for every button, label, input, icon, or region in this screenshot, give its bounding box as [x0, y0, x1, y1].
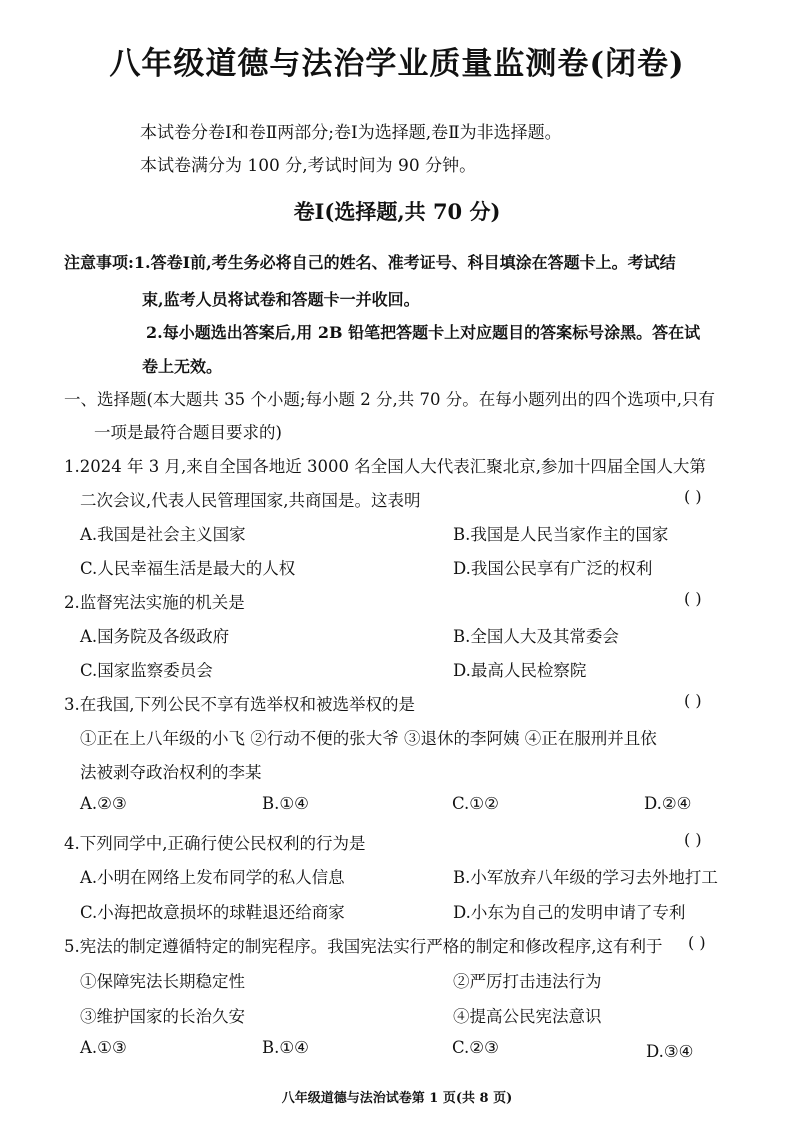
q2-option-a: A.国务院及各级政府 — [80, 627, 230, 646]
q3-items-line-1: ①正在上八年级的小飞 ②行动不便的张大爷 ③退休的李阿姨 ④正在服刑并且依 — [80, 729, 657, 748]
note-1-line-1: 注意事项:1.答卷Ⅰ前,考生务必将自己的姓名、准考证号、科目填涂在答题卡上。考试结 — [64, 253, 676, 272]
q1-option-a: A.我国是社会主义国家 — [80, 525, 246, 544]
q3-option-a: A.②③ — [80, 794, 127, 813]
intro-line-1: 本试卷分卷Ⅰ和卷Ⅱ两部分;卷Ⅰ为选择题,卷Ⅱ为非选择题。 — [140, 123, 562, 143]
q1-option-c: C.人民幸福生活是最大的人权 — [80, 559, 296, 578]
q2-option-d: D.最高人民检察院 — [453, 661, 587, 680]
note-2-line-2: 卷上无效。 — [142, 357, 223, 376]
q2-stem: 2.监督宪法实施的机关是 — [64, 593, 245, 612]
q3-stem: 3.在我国,下列公民不享有选举权和被选举权的是 — [64, 695, 415, 714]
q1-option-d: D.我国公民享有广泛的权利 — [453, 559, 653, 578]
q4-answer-paren: ( ) — [684, 830, 702, 849]
note-2-line-1: 2.每小题选出答案后,用 2B 铅笔把答题卡上对应题目的答案标号涂黑。答在试 — [146, 323, 701, 342]
q5-item-3: ③维护国家的长治久安 — [80, 1007, 245, 1026]
q3-option-d: D.②④ — [644, 794, 692, 813]
q5-answer-paren: ( ) — [688, 933, 706, 952]
q2-option-c: C.国家监察委员会 — [80, 661, 213, 680]
part1-instructions-line-1: 一、选择题(本大题共 35 个小题;每小题 2 分,共 70 分。在每小题列出的四个选项中,只有 — [64, 390, 715, 409]
q5-stem: 5.宪法的制定遵循特定的制宪程序。我国宪法实行严格的制定和修改程序,这有利于 — [64, 937, 663, 956]
q3-option-b: B.①④ — [262, 794, 309, 813]
note-1-line-2: 束,监考人员将试卷和答题卡一并收回。 — [142, 290, 420, 309]
q5-item-2: ②严厉打击违法行为 — [453, 972, 602, 991]
q5-option-a: A.①③ — [80, 1038, 127, 1057]
q1-answer-paren: ( ) — [684, 487, 702, 506]
q4-option-c: C.小海把故意损坏的球鞋退还给商家 — [80, 903, 345, 922]
q5-item-1: ①保障宪法长期稳定性 — [80, 972, 245, 991]
q4-stem: 4.下列同学中,正确行使公民权利的行为是 — [64, 834, 366, 853]
page-title: 八年级道德与法治学业质量监测卷(闭卷) — [109, 46, 685, 82]
q5-option-c: C.②③ — [452, 1038, 499, 1057]
part1-instructions-line-2: 一项是最符合题目要求的) — [94, 423, 282, 442]
q1-stem-line-1: 1.2024 年 3 月,来自全国各地近 3000 名全国人大代表汇聚北京,参加十四届全国人大第 — [64, 457, 706, 476]
q3-option-c: C.①② — [452, 794, 499, 813]
section-title: 卷Ⅰ(选择题,共 70 分) — [293, 199, 501, 224]
q3-answer-paren: ( ) — [684, 691, 702, 710]
q3-items-line-2: 法被剥夺政治权利的李某 — [80, 763, 262, 782]
page-footer: 八年级道德与法治试卷第 1 页(共 8 页) — [281, 1091, 513, 1106]
q5-option-d: D.③④ — [646, 1042, 694, 1061]
q2-option-b: B.全国人大及其常委会 — [453, 627, 619, 646]
q4-option-d: D.小东为自己的发明申请了专利 — [453, 903, 686, 922]
q5-option-b: B.①④ — [262, 1038, 309, 1057]
q1-stem-line-2: 二次会议,代表人民管理国家,共商国是。这表明 — [80, 491, 421, 510]
q2-answer-paren: ( ) — [684, 589, 702, 608]
q5-item-4: ④提高公民宪法意识 — [453, 1007, 602, 1026]
q4-option-a: A.小明在网络上发布同学的私人信息 — [80, 868, 345, 887]
intro-line-2: 本试卷满分为 100 分,考试时间为 90 分钟。 — [140, 156, 477, 176]
q4-option-b: B.小军放弃八年级的学习去外地打工 — [453, 868, 718, 887]
q1-option-b: B.我国是人民当家作主的国家 — [453, 525, 669, 544]
